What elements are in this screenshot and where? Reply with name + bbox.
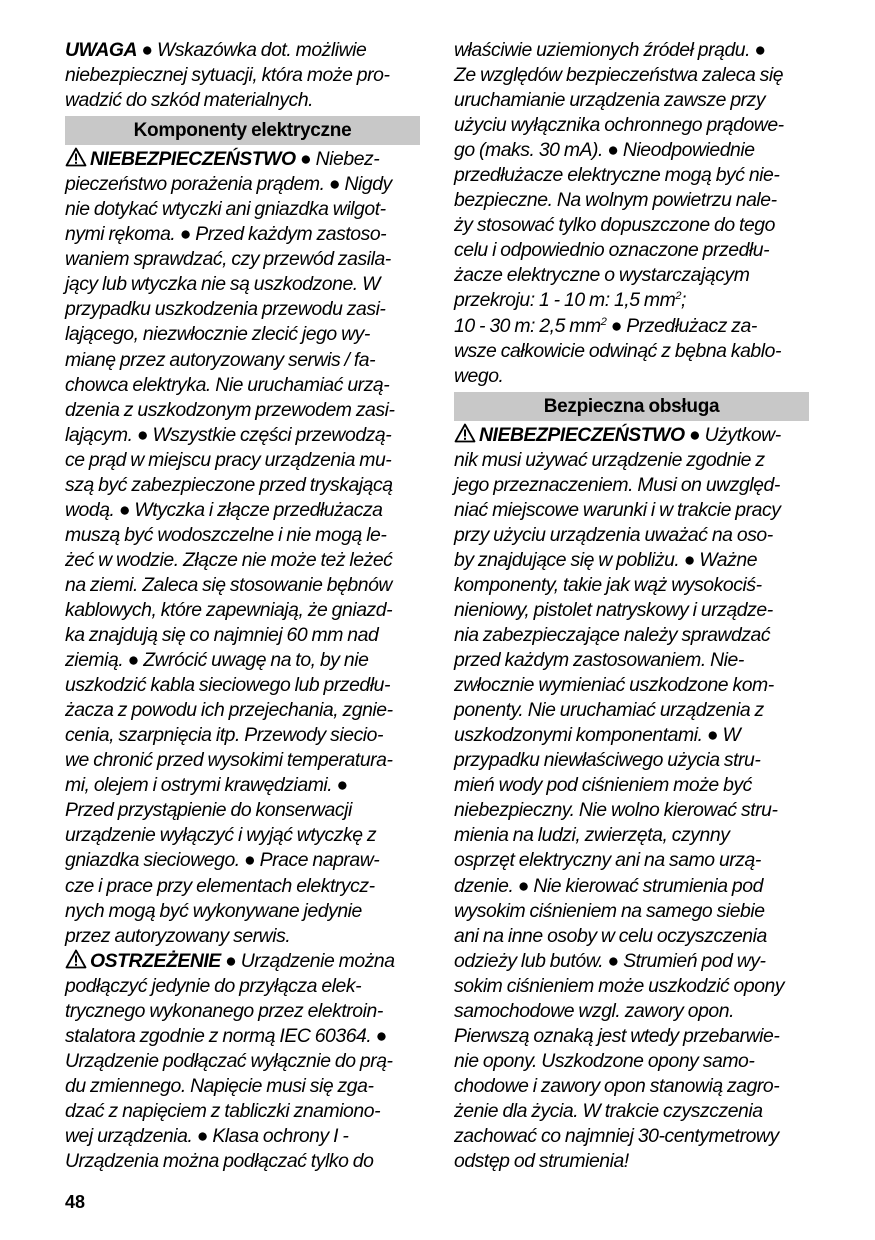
text-line: cze i prace przy elementach elektrycz-: [65, 874, 375, 897]
text-line: Urządzenia można podłączać tylko do: [65, 1150, 374, 1173]
text-line: nieniowy, pistolet natryskowy i urządze-: [454, 598, 773, 621]
text-line: wego.: [454, 364, 504, 387]
text-line: Urządzenie podłączać wyłącznie do prą-: [65, 1049, 393, 1072]
text-line: by znajdujące się w pobliżu. ● Ważne: [454, 548, 758, 571]
text-line: podłączyć jedynie do przyłącza elek-: [65, 974, 362, 997]
text-line: nie dotykać wtyczki ani gniazdka wilgot-: [65, 198, 386, 221]
text-line: przez autoryzowany serwis.: [65, 924, 291, 947]
text-line: mi, olejem i ostrymi krawędziami. ●: [65, 774, 348, 797]
text-line: odzieży lub butów. ● Strumień pod wy-: [454, 949, 766, 972]
notice-label: NIEBEZPIECZEŃSTWO: [479, 423, 685, 446]
text-line: przed każdym zastosowaniem. Nie-: [454, 649, 744, 672]
text-line: Przed przystąpienie do konserwacji: [65, 799, 352, 822]
text-line: go (maks. 30 mA). ● Nieodpowiednie: [454, 139, 755, 162]
text-line: stalatora zgodnie z normą IEC 60364. ●: [65, 1024, 387, 1047]
text-line: ży stosować tylko dopuszczone do tego: [454, 214, 775, 237]
text-fragment: ● Urządzenie można: [220, 949, 395, 972]
text-line: Ze względów bezpieczeństwa zaleca się: [454, 64, 784, 87]
text-line: żeć w wodzie. Złącze nie może też leżeć: [65, 548, 393, 571]
text-fragment: ● Wskazówka dot. możliwie: [137, 39, 367, 61]
text-line: samochodowe wzgl. zawory opon.: [454, 999, 735, 1022]
text-line: wadzić do szkód materialnych.: [65, 89, 314, 112]
danger-block: [454, 423, 809, 1174]
text-line: nych mogą być wykonywane jedynie: [65, 899, 362, 922]
labeled-line: [65, 949, 420, 974]
text-line: nia zabezpieczające należy sprawdzać: [454, 624, 771, 647]
text-line: osprzęt elektryczny ani na samo urzą-: [454, 849, 761, 872]
text-line: nik musi używać urządzenie zgodnie z: [454, 448, 765, 471]
text-line: trycznego wykonanego przez elektroin-: [65, 999, 383, 1022]
text-line: żacze elektryczne o wystarczającym: [454, 264, 750, 287]
text-line: dzenia z uszkodzonym przewodem zasi-: [65, 398, 395, 421]
text-line: komponenty, takie jak wąż wysokociś-: [454, 573, 762, 596]
page-number: 48: [65, 1192, 86, 1212]
text-line: lającego, niezwłocznie zlecić jego wy-: [65, 323, 370, 346]
warning-triangle-icon: [65, 949, 87, 969]
text-line: wysokim ciśnieniem na samego siebie: [454, 899, 765, 922]
text-line: nie opony. Uszkodzone opony samo-: [454, 1049, 755, 1072]
section-heading-bezpieczna: Bezpieczna obsługa: [454, 392, 809, 421]
text-line: gniazdka sieciowego. ● Prace napraw-: [65, 849, 380, 872]
text-line: mienia na ludzi, zwierzęta, czynny: [454, 824, 730, 847]
text-line: sokim ciśnieniem może uszkodzić opony: [454, 974, 785, 997]
notice-label: NIEBEZPIECZEŃSTWO: [90, 148, 296, 171]
text-line: ka znajdują się co najmniej 60 mm nad: [65, 624, 379, 647]
text-line: właściwie uziemionych źródeł prądu. ●: [454, 39, 766, 61]
text-line: mianę przez autoryzowany serwis / fa-: [65, 348, 376, 371]
notice-label: OSTRZEŻENIE: [90, 949, 221, 972]
text-line: żenie dla życia. W trakcie czyszczenia: [454, 1099, 763, 1122]
text-line: nymi rękoma. ● Przed każdym zastoso-: [65, 223, 387, 246]
text-line: dzenie. ● Nie kierować strumienia pod: [454, 874, 763, 897]
text-line: ani na inne osoby w celu oczyszczenia: [454, 924, 767, 947]
labeled-line: [65, 147, 420, 172]
labeled-line: [454, 423, 809, 448]
text-fragment: ● Użytkow-: [684, 423, 781, 446]
notice-block: [65, 38, 420, 113]
text-line: ce prąd w miejscu pracy urządzenia mu-: [65, 448, 392, 471]
text-line: ziemią. ● Zwrócić uwagę na to, by nie: [65, 649, 369, 672]
text-line: wodą. ● Wtyczka i złącze przedłużacza: [65, 498, 383, 521]
continued-warning-text: [454, 38, 809, 288]
text-line: mień wody pod ciśnieniem może być: [454, 774, 752, 797]
right-column: [454, 38, 809, 1174]
text-line: uszkodzonymi komponentami. ● W: [454, 724, 741, 747]
text-line: przedłużacze elektryczne mogą być nie-: [454, 164, 780, 187]
warning-triangle-icon: [454, 423, 476, 443]
text-line: uruchamianie urządzenia zawsze przy: [454, 89, 766, 112]
text-line: muszą być wodoszczelne i nie mogą le-: [65, 523, 387, 546]
text-fragment: ● Niebez-: [295, 148, 380, 171]
text-line: du zmiennego. Napięcie musi się zga-: [65, 1074, 374, 1097]
text-line: waniem sprawdzać, czy przewód zasila-: [65, 248, 391, 271]
text-line: chodowe i zawory opon stanowią zagro-: [454, 1074, 780, 1097]
warning-triangle-icon: [65, 147, 87, 167]
text-line: żacza z powodu ich przejechania, zgnie-: [65, 699, 393, 722]
warning-block: [65, 949, 420, 1174]
text-line: ponenty. Nie uruchamiać urządzenia z: [454, 699, 764, 722]
text-line: uszkodzić kabla sieciowego lub przedłu-: [65, 674, 390, 697]
text-line: wsze całkowicie odwinąć z bębna kablo-: [454, 339, 781, 362]
text-line: jący lub wtyczka nie są uszkodzone. W: [65, 273, 380, 296]
text-line: odstęp od strumienia!: [454, 1150, 629, 1173]
text-line: we chronić przed wysokimi temperatura-: [65, 749, 393, 772]
text-line: pieczeństwo porażenia prądem. ● Nigdy: [65, 173, 392, 196]
text-line: dzać z napięciem z tabliczki znamiono-: [65, 1099, 381, 1122]
text-line: wej urządzenia. ● Klasa ochrony I -: [65, 1124, 349, 1147]
text-line: urządzenie wyłączyć i wyjąć wtyczkę z: [65, 824, 377, 847]
left-column: [65, 38, 420, 1174]
labeled-line: [65, 38, 420, 63]
text-line: przy użyciu urządzenia uważać na oso-: [454, 523, 773, 546]
text-line: przypadku uszkodzenia przewodu zasi-: [65, 298, 386, 321]
text-line: na ziemi. Zaleca się stosowanie bębnów: [65, 573, 392, 596]
text-line: niebezpieczny. Nie wolno kierować stru-: [454, 799, 778, 822]
text-line: użyciu wyłącznika ochronnego prądowe-: [454, 114, 784, 137]
text-line: przypadku niewłaściwego użycia stru-: [454, 749, 761, 772]
notice-label: UWAGA: [65, 39, 138, 61]
text-line: lającym. ● Wszystkie części przewodzą-: [65, 423, 392, 446]
text-line: kablowych, które zapewniają, że gniazd-: [65, 598, 393, 621]
danger-block: [65, 147, 420, 949]
text-line: jego przeznaczeniem. Musi on uwzględ-: [454, 473, 780, 496]
text-line: celu i odpowiednio oznaczone przedłu-: [454, 239, 770, 262]
cross-section-line-2: 10 - 30 m: 2,5 $mm^2$ ● Przedłużacz za-: [454, 314, 757, 337]
text-line: Pierwszą oznaką jest wtedy przebarwie-: [454, 1024, 780, 1047]
text-line: niać miejscowe warunki i w trakcie pracy: [454, 498, 781, 521]
section-heading-komponenty: Komponenty elektryczne: [65, 116, 420, 145]
text-line: cenia, szarpnięcia itp. Przewody siecio-: [65, 724, 384, 747]
text-line: chowca elektryka. Nie uruchamiać urzą-: [65, 373, 390, 396]
text-line: zwłocznie wymieniać uszkodzone kom-: [454, 674, 774, 697]
text-line: niebezpiecznej sytuacji, która może pro-: [65, 64, 390, 87]
closing-text: [454, 339, 809, 389]
cross-section-line-1: przekroju: 1 - 10 m: 1,5 $mm^2$;: [454, 289, 686, 312]
text-line: bezpieczne. Na wolnym powietrzu nale-: [454, 189, 777, 212]
text-line: zachować co najmniej 30-centymetrowy: [454, 1124, 779, 1147]
text-line: szą być zabezpieczone przed tryskającą: [65, 473, 393, 496]
